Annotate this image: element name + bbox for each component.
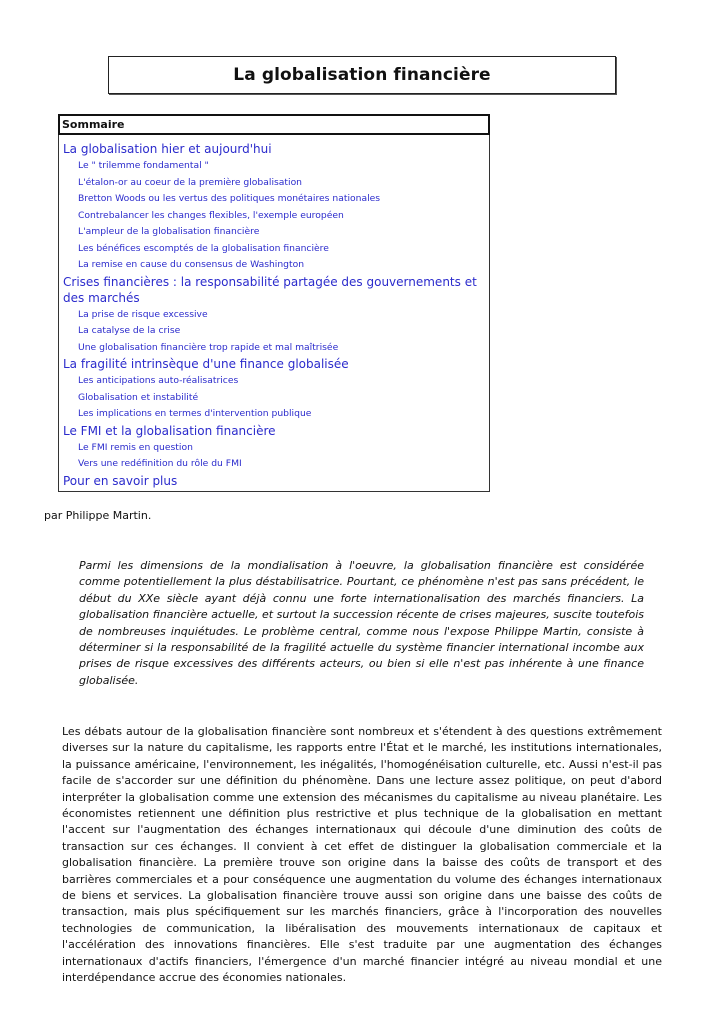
author-line: par Philippe Martin. — [44, 509, 152, 522]
toc-subsection-link[interactable]: La remise en cause du consensus de Washington — [78, 259, 305, 270]
toc-section-link[interactable]: Pour en savoir plus — [63, 473, 178, 488]
toc-subsection-link[interactable]: Les anticipations auto-réalisatrices — [78, 375, 239, 386]
toc-section-link[interactable]: Le FMI et la globalisation financière — [63, 423, 276, 438]
toc-subsection-link[interactable]: La catalyse de la crise — [78, 325, 181, 336]
toc-section-link[interactable]: Crises financières : la responsabilité partagée des gouvernements et des marchés — [63, 274, 477, 305]
toc-subsection-link[interactable]: Vers une redéfinition du rôle du FMI — [78, 458, 242, 469]
toc-subsection-link[interactable]: L'étalon-or au coeur de la première globalisation — [78, 176, 303, 188]
body-paragraph: Les débats autour de la globalisation financière sont nombreux et s'étendent à des questions extrêmement diverses sur la nature du capitalisme, les rapports entre l'État et le marché, les institutions internationales, la puissance américaine, l'environnement, les inégalités, l'homogénéisation culturelle, etc. Aussi n'est-il pas facile de s'accorder sur une définition du phénomène. Dans une lecture assez politique, on peut d'abord interpréter la globalisation comme une extension des mécanismes du capitalisme au niveau planétaire. Les économistes retiennent une définition plus restrictive et plus technique de la globalisation en mettant l'accent sur l'augmentation des échanges internationaux qui découle d'une diminution des coûts de transaction sur ces échanges. Il convient à cet effet de distinguer la globalisation commerciale et la globalisation financière. La première trouve son origine dans la baisse des coûts de transport et des barrières commerciales et a pour conséquence une augmentation du volume des échanges internationaux de biens et services. La globalisation financière trouve aussi son origine dans une baisse des coûts de transaction, mais plus spécifiquement sur les marchés financiers, grâce à l'incorporation des nouvelles technologies de communication, la libéralisation des mouvements internationaux de capitaux et l'accélération des innovations financières. Elle s'est traduite par une augmentation des échanges internationaux d'actifs financiers, l'émergence d'un marché financier intégré au niveau mondial et une interdépendance accrue des économies nationales. — [62, 725, 662, 985]
toc-subsection-link[interactable]: Les bénéfices escomptés de la globalisation financière — [78, 242, 329, 254]
toc-subsection-link[interactable]: Contrebalancer les changes flexibles, l'exemple européen — [78, 209, 344, 221]
abstract-paragraph: Parmi les dimensions de la mondialisation à l'oeuvre, la globalisation financière est considérée comme potentiellement la plus déstabilisatrice. Pourtant, ce phénomène n'est pas sans précédent, le début du XXe siècle ayant déjà connu une forte internationalisation des marchés financiers. La globalisation financière actuelle, et surtout la succession récente de crises majeures, suscite toutefois de nombreuses inquiétudes. Le problème central, comme nous l'expose Philippe Martin, consiste à déterminer si la responsabilité de la fragilité actuelle du système financier international incombe aux prises de risque excessives des différents acteurs, ou bien si elle n'est pas inhérente à une finance globalisée. — [79, 559, 644, 687]
toc-section-link[interactable]: La globalisation hier et aujourd'hui — [63, 142, 272, 156]
page-title: La globalisation financière — [233, 65, 491, 85]
toc-header: Sommaire — [58, 114, 490, 135]
toc-subsection-link[interactable]: Une globalisation financière trop rapide et mal maîtrisée — [78, 341, 339, 353]
title-box — [108, 56, 616, 94]
toc-subsection-link[interactable]: Le " trilemme fondamental " — [78, 160, 209, 171]
toc-subsection-link[interactable]: Globalisation et instabilité — [78, 391, 199, 403]
toc-subsection-link[interactable]: Le FMI remis en question — [78, 441, 193, 453]
toc-subsection-link[interactable]: Bretton Woods ou les vertus des politiques monétaires nationales — [78, 193, 381, 204]
toc-subsection-link[interactable]: L'ampleur de la globalisation financière — [78, 226, 260, 237]
toc-subsection-link[interactable]: Les implications en termes d'intervention publique — [78, 408, 312, 419]
toc-subsection-link[interactable]: La prise de risque excessive — [78, 308, 208, 320]
toc-list — [59, 135, 489, 489]
table-of-contents — [58, 114, 490, 492]
toc-section-link[interactable]: La fragilité intrinsèque d'une finance globalisée — [63, 357, 349, 371]
